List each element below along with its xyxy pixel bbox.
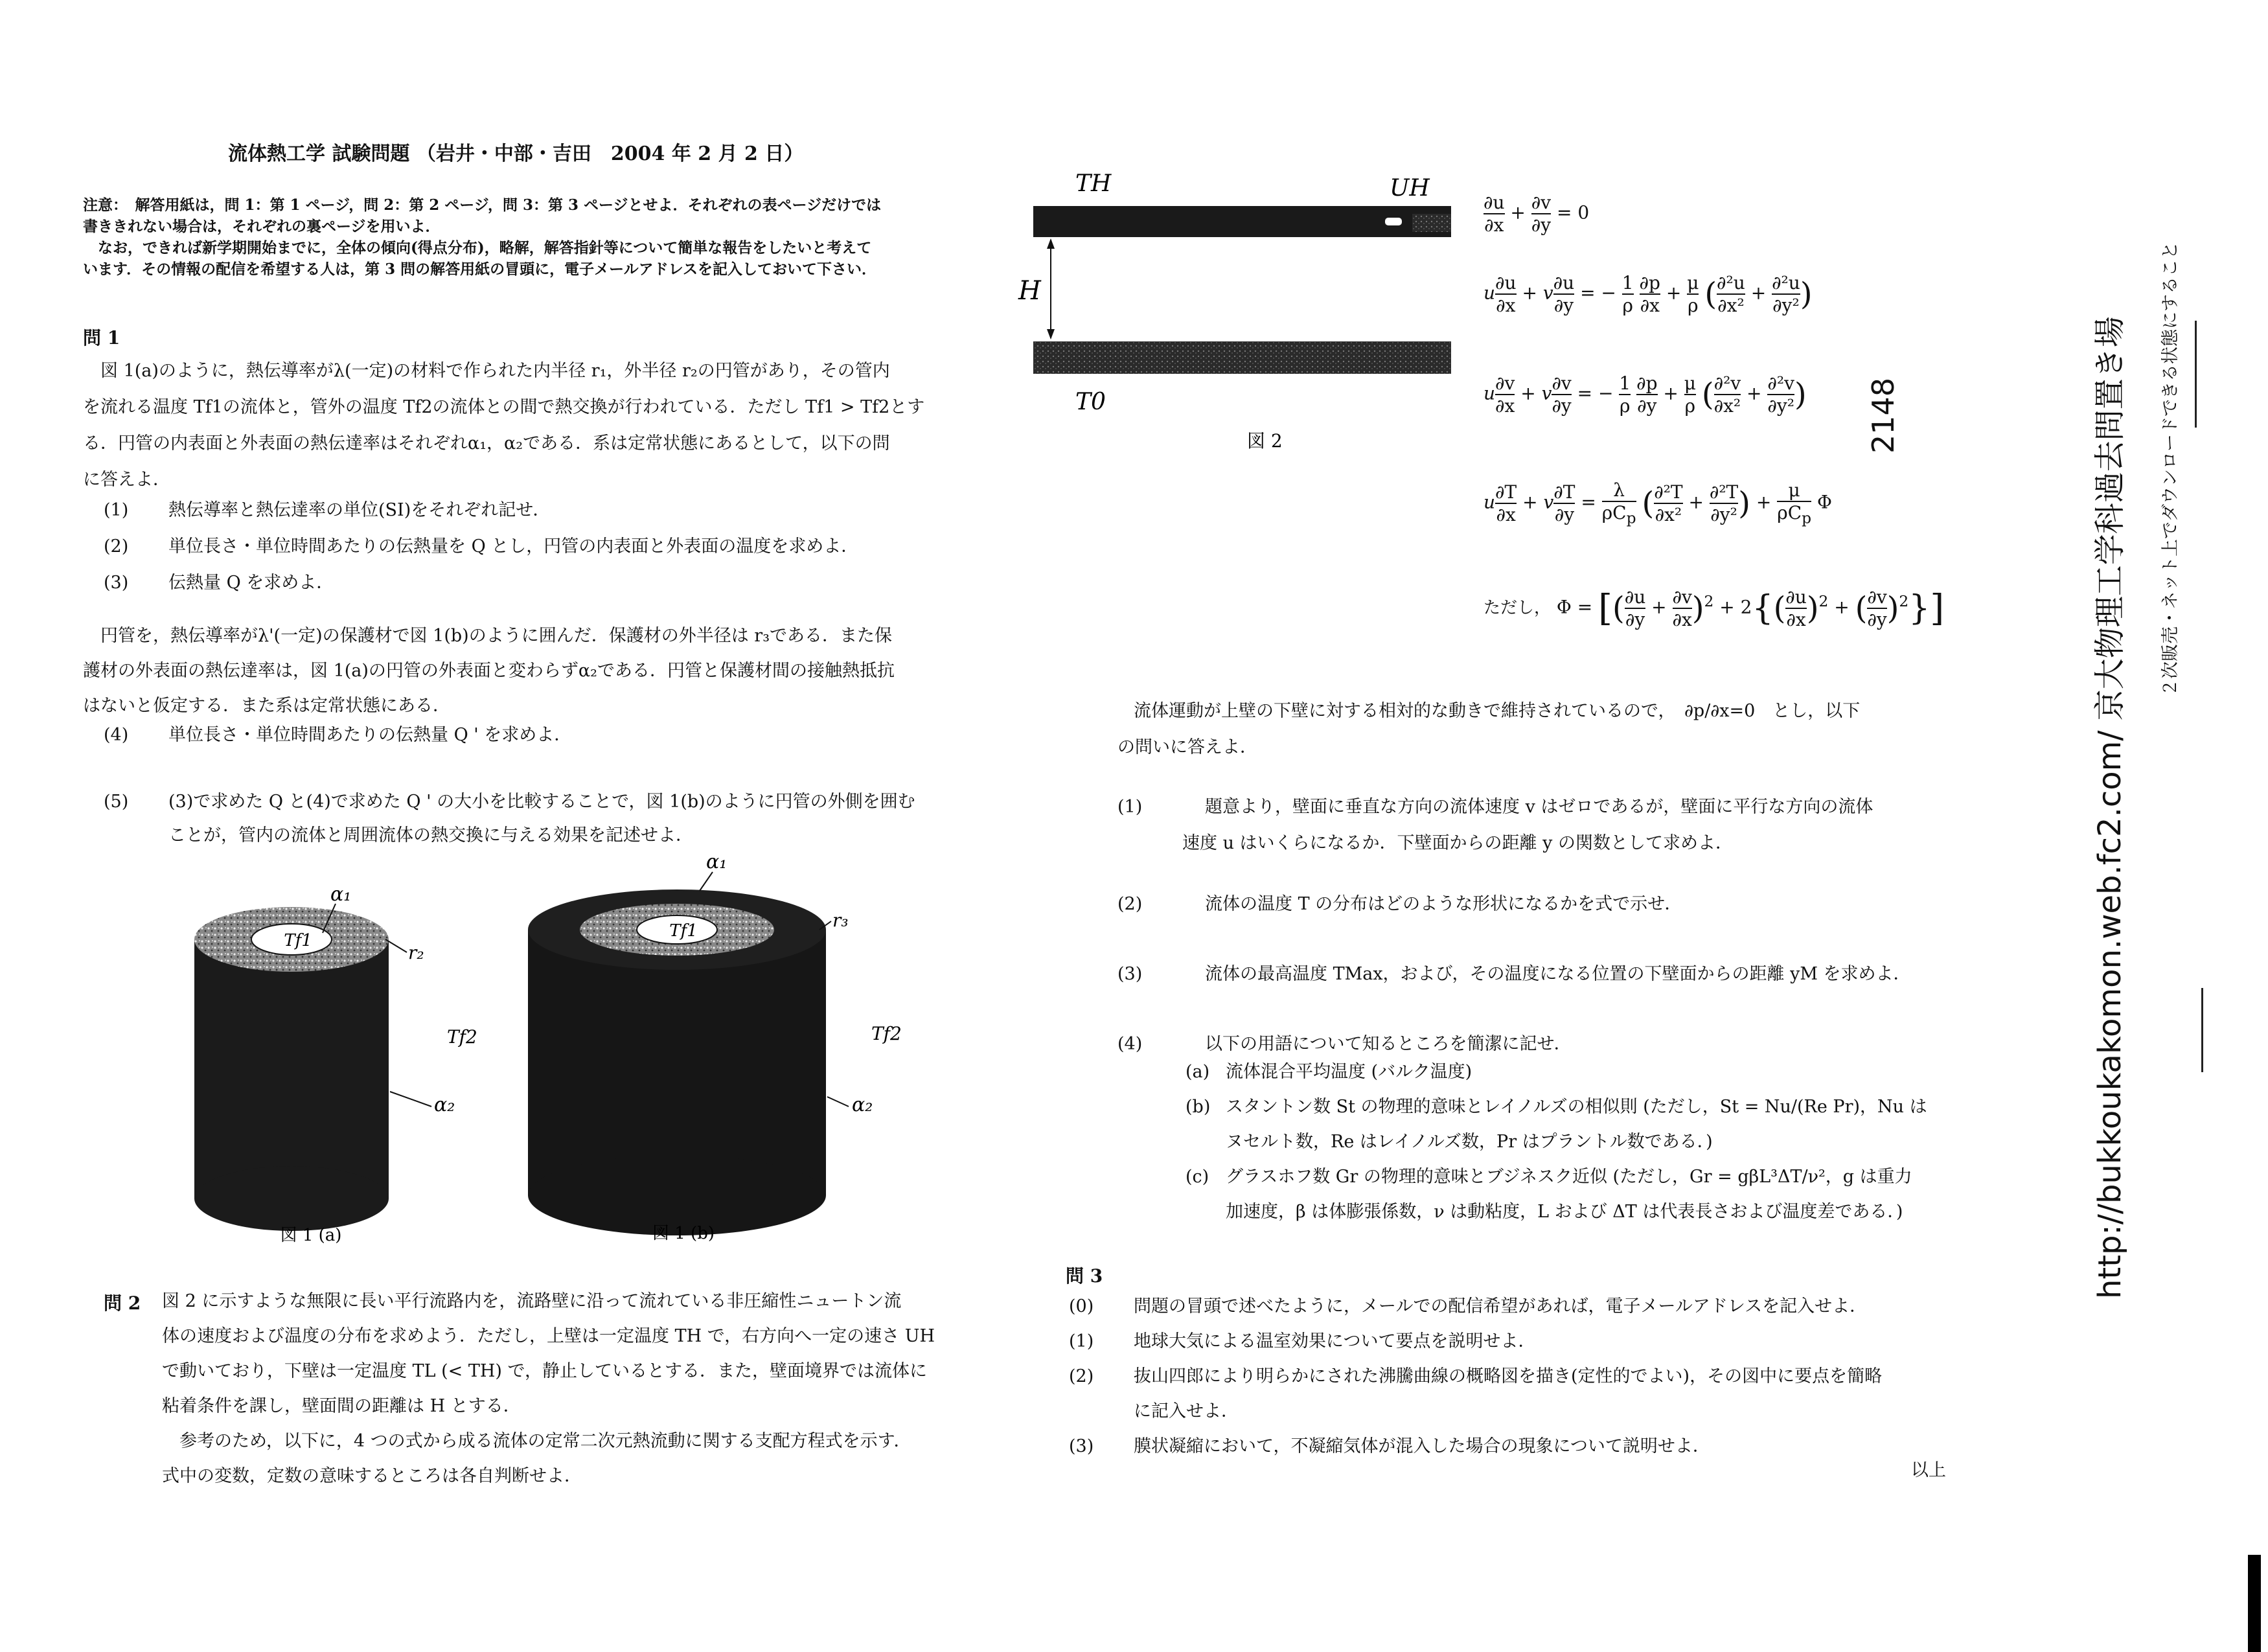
q2-subitem: (b) スタントン数 St の物理的意味とレイノルズの相似則 (ただし，St = Nu/(Re Pr)，Nu は — [1186, 1097, 1927, 1117]
fig1b-alpha1-label: α₁ — [706, 851, 727, 873]
end-mark: 以上 — [1911, 1460, 1946, 1480]
fig2-t0-label: T0 — [1075, 389, 1106, 415]
q2-text — [162, 1284, 935, 1494]
equation-momentum-y: u $\frac{\partial v}{\partial x} + v$ $\frac{\partial v}{\partial y}$ = − $\frac{1}{\rho}$ $\frac{\partial p}{\partial y}$ + $\frac{\mu}{\rho}$ ( $\frac{\text{∂²v}}{\text{∂x²}}$ + $\frac{\text{∂²v}}{\text{∂y²}}$) — [1483, 373, 1807, 417]
notice-line: 書ききれない場合は，それぞれの裏ページを用いよ． — [83, 218, 441, 235]
q1-item-4: (4) 単位長さ・単位時間あたりの伝熱量 Q ' を求めよ． — [104, 725, 572, 745]
q3-item: (3) 膜状凝縮において，不凝縮気体が混入した場合の現象について説明せよ． — [1069, 1436, 1710, 1456]
question-2-heading: 問 2 — [104, 1292, 141, 1314]
fig1a-tf2-label: Tf2 — [447, 1026, 477, 1048]
fig1b-tf1-label: Tf1 — [669, 921, 698, 941]
q2-items — [1117, 789, 1911, 1062]
fig1b-alpha2-label: α₂ — [852, 1094, 873, 1116]
fig2-uh-label: UH — [1390, 175, 1430, 201]
q1-item: (2) 単位長さ・単位時間あたりの伝熱量を Q とし，円管の内表面と外表面の温度を求めよ． — [104, 536, 859, 556]
divider — [2201, 988, 2203, 1072]
fig2-th-label: TH — [1075, 170, 1112, 197]
q2-item: (3) 流体の最高温度 TMax，および，その温度になる位置の下壁面からの距離 yM を求めよ． — [1117, 964, 1911, 984]
q2-line: 体の速度および温度の分布を求めよう．ただし，上壁は一定温度 TH で，右方向へ一定の速さ UH — [162, 1326, 935, 1346]
fig1a-tf1-label: Tf1 — [284, 931, 312, 950]
notice-block — [83, 194, 881, 280]
q2-subitem: (a) 流体混合平均温度 (バルク温度) — [1186, 1062, 1472, 1082]
divider — [2195, 321, 2197, 428]
q2-line: 図 2 に示すような無限に長い平行流路内を，流路壁に沿って流れている非圧縮性ニュートン流 — [162, 1291, 902, 1311]
archive-url-label: http://bukkoukakomon.web.fc2.com/ 京大物理工学科過去問置き場 — [2092, 316, 2128, 1299]
fig1a-caption: 図 1 (a) — [280, 1226, 342, 1245]
q1-intro — [83, 353, 924, 498]
fig1a-alpha1-label: α₁ — [330, 883, 352, 906]
q1-para2-line: 護材の外表面の熱伝達率は，図 1(a)の円管の外表面と変わらずα₂である．円管と保護材間の接触熱抵抗 — [83, 661, 895, 681]
equation-continuity: $\frac{\partial u}{\partial x}$ + $\frac{\partial v}{\partial y} = 0$ — [1483, 192, 1590, 236]
q1-para2-line: はないと仮定する．また系は定常状態にある． — [83, 696, 450, 716]
fig1b-r3-label: r₃ — [832, 910, 849, 931]
question-1-heading: 問 1 — [83, 327, 120, 349]
q1-intro-line: に答えよ． — [83, 470, 170, 490]
q2-condition: 流体運動が上壁の下壁に対する相対的な動きで維持されているので， ∂p/∂x=0 とし，以下 の問いに答えよ． — [1117, 701, 1861, 757]
figure-1b-cylinder — [528, 889, 826, 1235]
q2-item: (2) 流体の温度 T の分布はどのような形状になるかを式で示せ． — [1117, 894, 1682, 914]
fig1b-caption: 図 1 (b) — [652, 1224, 715, 1243]
handwritten-number: 2148 — [1866, 377, 1901, 453]
q1-para2 — [83, 619, 895, 724]
fig2-caption: 図 2 — [1247, 430, 1283, 452]
arrow-right-icon — [1385, 218, 1402, 225]
fig1a-alpha2-label: α₂ — [434, 1094, 455, 1116]
notice-line: 注意： 解答用紙は，問 1：第 1 ページ，問 2：第 2 ページ，問 3：第 3 ページとせよ．それぞれの表ページだけでは — [83, 196, 882, 214]
q2-line: 粘着条件を課し，壁面間の距離は H とする． — [162, 1396, 521, 1416]
equation-dissipation: ただし， Φ = [( $\frac{\partial u}{\partial y}$ + $\frac{\partial v}{\partial x})^2 + 2${( $\frac{\partial u}{\partial x})^2$ + ( $\frac{\partial v}{\partial y})^2$}] — [1483, 586, 1945, 630]
q1-item: (3) 伝熱量 Q を求めよ． — [104, 573, 334, 593]
q3-item: (0) 問題の冒頭で述べたように，メールでの配信希望があれば，電子メールアドレスを記入せよ． — [1069, 1296, 1868, 1316]
equation-energy: u $\frac{\partial T}{\partial x} + v$ $\frac{\partial T}{\partial y}$ = λ $\rho C_p$ ( $\frac{\text{∂²T}}{\text{∂x²}}$ + $\frac{\text{∂²T}}{\text{∂y²}}$) + μ $\rho C_p$ Φ — [1483, 479, 1832, 527]
q2-line: 参考のため，以下に，4 つの式から成る流体の定常二次元熱流動に関する支配方程式を示す． — [162, 1431, 911, 1451]
q1-intro-line: る．円管の内表面と外表面の熱伝達率はそれぞれα₁，α₂である．系は定常状態にあるとして，以下の問 — [83, 433, 890, 453]
q2-line: 式中の変数，定数の意味するところは各自判断せよ． — [162, 1466, 582, 1486]
q1-intro-line: 図 1(a)のように，熱伝導率がλ(一定)の材料で作られた内半径 r₁，外半径 r₂の円管があり，その管内 — [83, 361, 890, 381]
fig2-lower-wall — [1033, 341, 1451, 374]
q1-intro-line: を流れる温度 Tf1の流体と，管外の温度 Tf2の流体との間で熱交換が行われている．ただし Tf1 > Tf2とす — [83, 397, 925, 417]
equation-momentum-x: u $\frac{\partial u}{\partial x} + v$ $\frac{\partial u}{\partial y}$ = − $\frac{1}{\rho}$ $\frac{\partial p}{\partial x}$ + $\frac{\mu}{\rho}$ ( $\frac{\text{∂²u}}{\text{∂x²}}$ + $\frac{\text{∂²u}}{\text{∂y²}}$) — [1483, 272, 1813, 316]
q2-item: (4) 以下の用語について知るところを簡潔に記せ． — [1117, 1034, 1572, 1054]
q2-line: で動いており，下壁は一定温度 TL (< TH) で，静止しているとする．また，壁面境界では流体に — [162, 1361, 927, 1381]
q3-item: (1) 地球大気による温室効果について要点を説明せよ． — [1069, 1331, 1536, 1351]
notice-line: います．その情報の配信を希望する人は，第 3 問の解答用紙の冒頭に，電子メールアドレスを記入しておいて下さい． — [83, 260, 877, 278]
page-title: 流体熱工学 試験問題 （岩井・中部・吉田 2004 年 2 月 2 日） — [228, 143, 804, 165]
figure-2 — [1011, 168, 1464, 460]
q3-items: (0) 問題の冒頭で述べたように，メールでの配信希望があれば，電子メールアドレスを記入せよ． (1) 地球大気による温室効果について要点を説明せよ． (2) 抜山四郎により明らかにされた沸騰曲線の概略図を描き(定性的でよい)，その図中に要点を簡略 に記入せよ． (3) 膜状凝縮において，不凝縮気体が混入した場合の現象について説明せよ． — [1069, 1289, 1882, 1464]
figure-1a-cylinder — [194, 907, 389, 1231]
q2-item: (1) 題意より，壁面に垂直な方向の流体速度 v はゼロであるが，壁面に平行な方向の流体 速度 u はいくらになるか．下壁面からの距離 y の関数として求めよ． — [1117, 797, 1873, 853]
notice-line: なお，できれば新学期開始までに，全体の傾向(得点分布)，略解，解答指針等について簡単な報告をしたいと考えて — [83, 239, 872, 257]
fig1a-r2-label: r₂ — [408, 942, 424, 963]
q3-item: (2) 抜山四郎により明らかにされた沸騰曲線の概略図を描き(定性的でよい)，その図中に要点を簡略 — [1069, 1366, 1883, 1386]
q1-item-5: (5) (3)で求めた Q と(4)で求めた Q ' の大小を比較することで，図 1(b)のように円管の外側を囲む ことが，管内の流体と周囲流体の熱交換に与える効果を記述せよ． — [104, 792, 915, 845]
edge-mark — [2248, 1555, 2261, 1652]
archive-note: ２次販売・ネット上でダウンロードできる状態にすること — [2160, 242, 2181, 696]
q1-item: (1) 熱伝導率と熱伝達率の単位(SI)をそれぞれ記せ． — [104, 500, 551, 520]
question-3-heading: 問 3 — [1066, 1265, 1103, 1287]
fig2-h-label: H — [1018, 276, 1041, 306]
fig1b-tf2-label: Tf2 — [871, 1023, 902, 1044]
q1-para2-line: 円管を，熱伝導率がλ'(一定)の保護材で図 1(b)のように囲んだ．保護材の外半径は r₃である．また保 — [83, 626, 893, 646]
q1-items — [104, 492, 858, 601]
q2-subitem: (c) グラスホフ数 Gr の物理的意味とブジネスク近似 (ただし，Gr = gβL³ΔT/ν²，g は重力 — [1186, 1167, 1912, 1187]
q2-subitems: (a) 流体混合平均温度 (バルク温度) (b) スタントン数 St の物理的意味とレイノルズの相似則 (ただし，St = Nu/(Re Pr)，Nu は ヌセルト数，Re はレイノルズ数，Pr はプラントル数である．) (c) グラスホフ数 Gr の物理的意味とブジネスク近似 (ただし，Gr = gβL³ΔT/ν²，g は重力 加速度，β は体膨張係数，ν は動粘度，L および ΔT は代表長さおよび温度差である．) — [1186, 1055, 1927, 1230]
figure-1 — [162, 849, 907, 1250]
